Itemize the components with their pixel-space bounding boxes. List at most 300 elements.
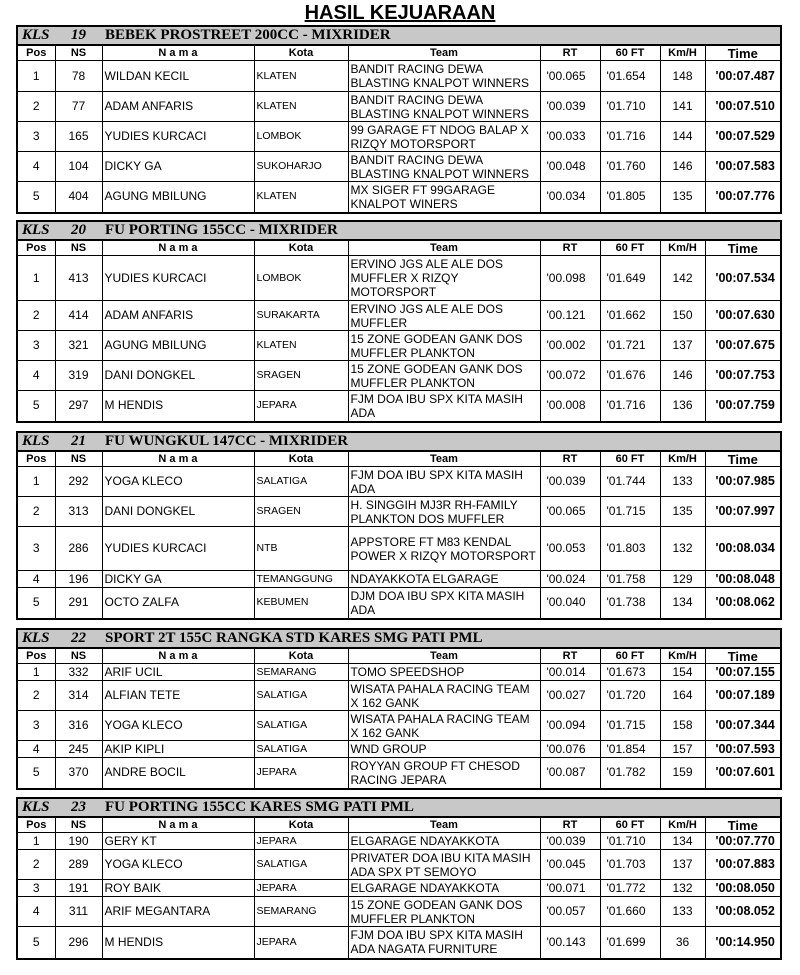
cell-ns: 370 xyxy=(55,758,102,788)
cell-sixty-ft: '01.710 xyxy=(600,833,660,850)
column-header-ns: NS xyxy=(55,452,102,467)
cell-time: '00:07.155 xyxy=(705,664,780,681)
column-header-team: Team xyxy=(348,46,540,61)
cell-kota: LOMBOK xyxy=(254,256,348,301)
cell-ns: 313 xyxy=(55,497,102,527)
class-name: FU PORTING 155CC KARES SMG PATI PML xyxy=(105,799,414,815)
cell-rt: '00.065 xyxy=(540,61,600,92)
cell-rt: '00.087 xyxy=(540,758,600,788)
cell-ns: 311 xyxy=(55,897,102,927)
cell-nama: M HENDIS xyxy=(102,391,254,421)
cell-ns: 191 xyxy=(55,880,102,897)
cell-rt: '00.143 xyxy=(540,927,600,958)
column-header-ns: NS xyxy=(55,46,102,61)
cell-nama: ADAM ANFARIS xyxy=(102,301,254,331)
table-row xyxy=(18,361,780,391)
cell-pos: 4 xyxy=(18,571,55,588)
cell-time: '00:07.776 xyxy=(705,182,780,212)
cell-nama: YUDIES KURCACI xyxy=(102,527,254,571)
class-block xyxy=(16,220,782,423)
class-number: 20 xyxy=(71,222,86,238)
class-kls-label: KLS xyxy=(22,27,50,43)
cell-team: H. SINGGIH MJ3R RH-FAMILY PLANKTON DOS MUFFLER xyxy=(348,497,540,527)
cell-rt: '00.039 xyxy=(540,833,600,850)
cell-kmh: 158 xyxy=(660,711,705,741)
cell-sixty-ft: '01.662 xyxy=(600,301,660,331)
column-header-kmh: Km/H xyxy=(660,452,705,467)
cell-team: 99 GARAGE FT NDOG BALAP X RIZQY MOTORSPORT xyxy=(348,122,540,152)
cell-time: '00:07.997 xyxy=(705,497,780,527)
column-header-pos: Pos xyxy=(18,241,55,256)
cell-sixty-ft: '01.676 xyxy=(600,361,660,391)
cell-kota: JEPARA xyxy=(254,391,348,421)
cell-pos: 4 xyxy=(18,152,55,182)
cell-rt: '00.040 xyxy=(540,588,600,618)
results-table xyxy=(18,648,780,788)
cell-rt: '00.027 xyxy=(540,681,600,711)
cell-time: '00:07.534 xyxy=(705,256,780,301)
cell-pos: 5 xyxy=(18,588,55,618)
column-header-kota: Kota xyxy=(254,46,348,61)
table-row xyxy=(18,927,780,958)
table-header-row xyxy=(18,46,780,61)
cell-pos: 5 xyxy=(18,927,55,958)
cell-sixty-ft: '01.715 xyxy=(600,497,660,527)
cell-pos: 1 xyxy=(18,256,55,301)
column-header-ns: NS xyxy=(55,241,102,256)
cell-sixty-ft: '01.660 xyxy=(600,897,660,927)
cell-pos: 3 xyxy=(18,331,55,361)
column-header-time: Time xyxy=(705,818,780,833)
cell-pos: 3 xyxy=(18,711,55,741)
cell-ns: 77 xyxy=(55,92,102,122)
cell-kota: KLATEN xyxy=(254,61,348,92)
cell-sixty-ft: '01.772 xyxy=(600,880,660,897)
cell-time: '00:07.985 xyxy=(705,467,780,497)
cell-time: '00:07.770 xyxy=(705,833,780,850)
cell-nama: AGUNG MBILUNG xyxy=(102,331,254,361)
cell-kmh: 132 xyxy=(660,880,705,897)
table-header-row xyxy=(18,241,780,256)
cell-team: BANDIT RACING DEWA BLASTING KNALPOT WINNERS xyxy=(348,92,540,122)
results-table xyxy=(18,817,780,958)
cell-sixty-ft: '01.782 xyxy=(600,758,660,788)
class-header xyxy=(18,433,780,451)
cell-kmh: 133 xyxy=(660,897,705,927)
cell-ns: 292 xyxy=(55,467,102,497)
column-header-rt: RT xyxy=(540,46,600,61)
cell-pos: 5 xyxy=(18,182,55,212)
cell-kmh: 132 xyxy=(660,527,705,571)
cell-sixty-ft: '01.720 xyxy=(600,681,660,711)
cell-pos: 4 xyxy=(18,741,55,758)
cell-nama: M HENDIS xyxy=(102,927,254,958)
cell-pos: 3 xyxy=(18,122,55,152)
column-header-sixty-ft: 60 FT xyxy=(600,649,660,664)
cell-kmh: 137 xyxy=(660,850,705,880)
cell-team: 15 ZONE GODEAN GANK DOS MUFFLER PLANKTON xyxy=(348,331,540,361)
cell-team: BANDIT RACING DEWA BLASTING KNALPOT WINNERS xyxy=(348,61,540,92)
column-header-kota: Kota xyxy=(254,452,348,467)
table-row xyxy=(18,256,780,301)
cell-sixty-ft: '01.758 xyxy=(600,571,660,588)
cell-nama: AKIP KIPLI xyxy=(102,741,254,758)
cell-sixty-ft: '01.854 xyxy=(600,741,660,758)
cell-ns: 319 xyxy=(55,361,102,391)
table-row xyxy=(18,664,780,681)
cell-kmh: 134 xyxy=(660,588,705,618)
column-header-time: Time xyxy=(705,46,780,61)
results-table xyxy=(18,45,780,212)
column-header-team: Team xyxy=(348,241,540,256)
cell-kmh: 154 xyxy=(660,664,705,681)
column-header-sixty-ft: 60 FT xyxy=(600,46,660,61)
cell-team: DJM DOA IBU SPX KITA MASIH ADA xyxy=(348,588,540,618)
cell-nama: DICKY GA xyxy=(102,571,254,588)
cell-team: FJM DOA IBU SPX KITA MASIH ADA xyxy=(348,467,540,497)
cell-sixty-ft: '01.760 xyxy=(600,152,660,182)
column-header-pos: Pos xyxy=(18,818,55,833)
class-number: 21 xyxy=(71,433,86,449)
cell-pos: 2 xyxy=(18,92,55,122)
table-row xyxy=(18,391,780,421)
cell-rt: '00.039 xyxy=(540,467,600,497)
cell-rt: '00.048 xyxy=(540,152,600,182)
cell-kmh: 135 xyxy=(660,497,705,527)
cell-ns: 316 xyxy=(55,711,102,741)
cell-time: '00:07.529 xyxy=(705,122,780,152)
class-kls-label: KLS xyxy=(22,433,50,449)
cell-nama: DANI DONGKEL xyxy=(102,361,254,391)
cell-kota: KEBUMEN xyxy=(254,588,348,618)
table-row xyxy=(18,897,780,927)
column-header-kmh: Km/H xyxy=(660,46,705,61)
cell-kmh: 137 xyxy=(660,331,705,361)
table-row xyxy=(18,301,780,331)
table-row xyxy=(18,711,780,741)
page-title: HASIL KEJUARAAN xyxy=(304,2,496,24)
class-number: 23 xyxy=(71,799,86,815)
table-header-row xyxy=(18,818,780,833)
cell-kota: SALATIGA xyxy=(254,467,348,497)
cell-ns: 245 xyxy=(55,741,102,758)
cell-team: ELGARAGE NDAYAKKOTA xyxy=(348,880,540,897)
column-header-ns: NS xyxy=(55,649,102,664)
cell-team: WISATA PAHALA RACING TEAM X 162 GANK xyxy=(348,681,540,711)
cell-kota: SURAKARTA xyxy=(254,301,348,331)
cell-ns: 286 xyxy=(55,527,102,571)
cell-kota: SALATIGA xyxy=(254,741,348,758)
cell-team: 15 ZONE GODEAN GANK DOS MUFFLER PLANKTON xyxy=(348,897,540,927)
cell-pos: 4 xyxy=(18,897,55,927)
cell-kota: SALATIGA xyxy=(254,681,348,711)
cell-team: FJM DOA IBU SPX KITA MASIH ADA xyxy=(348,391,540,421)
cell-ns: 314 xyxy=(55,681,102,711)
cell-ns: 291 xyxy=(55,588,102,618)
cell-pos: 5 xyxy=(18,391,55,421)
column-header-rt: RT xyxy=(540,818,600,833)
cell-kmh: 136 xyxy=(660,391,705,421)
cell-pos: 1 xyxy=(18,61,55,92)
cell-nama: ROY BAIK xyxy=(102,880,254,897)
cell-ns: 289 xyxy=(55,850,102,880)
table-header-row xyxy=(18,649,780,664)
cell-rt: '00.098 xyxy=(540,256,600,301)
table-row xyxy=(18,182,780,212)
cell-team: WISATA PAHALA RACING TEAM X 162 GANK xyxy=(348,711,540,741)
cell-time: '00:07.189 xyxy=(705,681,780,711)
column-header-pos: Pos xyxy=(18,649,55,664)
cell-kmh: 129 xyxy=(660,571,705,588)
column-header-kota: Kota xyxy=(254,241,348,256)
cell-ns: 321 xyxy=(55,331,102,361)
cell-kmh: 146 xyxy=(660,152,705,182)
column-header-kota: Kota xyxy=(254,649,348,664)
cell-sixty-ft: '01.721 xyxy=(600,331,660,361)
cell-sixty-ft: '01.744 xyxy=(600,467,660,497)
cell-time: '00:08.052 xyxy=(705,897,780,927)
column-header-rt: RT xyxy=(540,452,600,467)
cell-pos: 2 xyxy=(18,850,55,880)
column-header-ns: NS xyxy=(55,818,102,833)
cell-sixty-ft: '01.716 xyxy=(600,391,660,421)
cell-kota: JEPARA xyxy=(254,758,348,788)
column-header-pos: Pos xyxy=(18,452,55,467)
cell-time: '00:07.759 xyxy=(705,391,780,421)
cell-rt: '00.057 xyxy=(540,897,600,927)
cell-team: 15 ZONE GODEAN GANK DOS MUFFLER PLANKTON xyxy=(348,361,540,391)
class-name: FU WUNGKUL 147CC - MIXRIDER xyxy=(105,433,349,449)
cell-kmh: 150 xyxy=(660,301,705,331)
table-row xyxy=(18,497,780,527)
cell-nama: WILDAN KECIL xyxy=(102,61,254,92)
cell-nama: ARIF MEGANTARA xyxy=(102,897,254,927)
cell-rt: '00.045 xyxy=(540,850,600,880)
cell-team: NDAYAKKOTA ELGARAGE xyxy=(348,571,540,588)
cell-time: '00:07.601 xyxy=(705,758,780,788)
class-block xyxy=(16,797,782,960)
table-row xyxy=(18,61,780,92)
cell-kota: SEMARANG xyxy=(254,897,348,927)
cell-kota: JEPARA xyxy=(254,833,348,850)
cell-team: TOMO SPEEDSHOP xyxy=(348,664,540,681)
table-row xyxy=(18,152,780,182)
cell-nama: DICKY GA xyxy=(102,152,254,182)
cell-pos: 1 xyxy=(18,467,55,497)
cell-ns: 332 xyxy=(55,664,102,681)
cell-nama: YOGA KLECO xyxy=(102,711,254,741)
column-header-sixty-ft: 60 FT xyxy=(600,452,660,467)
cell-rt: '00.071 xyxy=(540,880,600,897)
cell-pos: 5 xyxy=(18,758,55,788)
cell-kota: SALATIGA xyxy=(254,711,348,741)
cell-ns: 404 xyxy=(55,182,102,212)
column-header-rt: RT xyxy=(540,649,600,664)
column-header-rt: RT xyxy=(540,241,600,256)
cell-kota: KLATEN xyxy=(254,92,348,122)
column-header-nama: N a m a xyxy=(102,241,254,256)
column-header-team: Team xyxy=(348,452,540,467)
column-header-time: Time xyxy=(705,241,780,256)
cell-kota: LOMBOK xyxy=(254,122,348,152)
column-header-nama: N a m a xyxy=(102,818,254,833)
cell-kmh: 135 xyxy=(660,182,705,212)
cell-kota: SALATIGA xyxy=(254,850,348,880)
column-header-kmh: Km/H xyxy=(660,649,705,664)
cell-sixty-ft: '01.649 xyxy=(600,256,660,301)
class-name: BEBEK PROSTREET 200CC - MIXRIDER xyxy=(105,27,391,43)
cell-nama: ARIF UCIL xyxy=(102,664,254,681)
cell-kmh: 36 xyxy=(660,927,705,958)
cell-time: '00:07.753 xyxy=(705,361,780,391)
column-header-nama: N a m a xyxy=(102,452,254,467)
cell-pos: 4 xyxy=(18,361,55,391)
cell-sixty-ft: '01.673 xyxy=(600,664,660,681)
cell-team: ROYYAN GROUP FT CHESOD RACING JEPARA xyxy=(348,758,540,788)
cell-rt: '00.002 xyxy=(540,331,600,361)
cell-nama: ADAM ANFARIS xyxy=(102,92,254,122)
cell-team: ELGARAGE NDAYAKKOTA xyxy=(348,833,540,850)
cell-kota: SRAGEN xyxy=(254,497,348,527)
class-header xyxy=(18,630,780,648)
column-header-team: Team xyxy=(348,818,540,833)
cell-time: '00:07.583 xyxy=(705,152,780,182)
cell-kota: JEPARA xyxy=(254,880,348,897)
cell-rt: '00.008 xyxy=(540,391,600,421)
table-row xyxy=(18,571,780,588)
cell-time: '00:08.034 xyxy=(705,527,780,571)
cell-kota: KLATEN xyxy=(254,182,348,212)
cell-rt: '00.039 xyxy=(540,92,600,122)
cell-sixty-ft: '01.803 xyxy=(600,527,660,571)
cell-ns: 78 xyxy=(55,61,102,92)
table-row xyxy=(18,850,780,880)
cell-rt: '00.076 xyxy=(540,741,600,758)
cell-kota: SRAGEN xyxy=(254,361,348,391)
cell-team: ERVINO JGS ALE ALE DOS MUFFLER X RIZQY MOTORSPORT xyxy=(348,256,540,301)
class-block xyxy=(16,25,782,214)
cell-ns: 165 xyxy=(55,122,102,152)
cell-nama: YOGA KLECO xyxy=(102,850,254,880)
table-row xyxy=(18,331,780,361)
cell-pos: 3 xyxy=(18,527,55,571)
cell-ns: 196 xyxy=(55,571,102,588)
cell-kmh: 164 xyxy=(660,681,705,711)
cell-sixty-ft: '01.654 xyxy=(600,61,660,92)
cell-sixty-ft: '01.699 xyxy=(600,927,660,958)
cell-nama: AGUNG MBILUNG xyxy=(102,182,254,212)
cell-kmh: 159 xyxy=(660,758,705,788)
cell-time: '00:14.950 xyxy=(705,927,780,958)
results-table xyxy=(18,451,780,618)
cell-kota: KLATEN xyxy=(254,331,348,361)
cell-pos: 3 xyxy=(18,880,55,897)
cell-ns: 190 xyxy=(55,833,102,850)
cell-time: '00:07.883 xyxy=(705,850,780,880)
cell-time: '00:08.050 xyxy=(705,880,780,897)
table-row xyxy=(18,880,780,897)
class-name: SPORT 2T 155C RANGKA STD KARES SMG PATI PML xyxy=(105,630,483,646)
cell-team: WND GROUP xyxy=(348,741,540,758)
cell-nama: GERY KT xyxy=(102,833,254,850)
table-header-row xyxy=(18,452,780,467)
class-kls-label: KLS xyxy=(22,799,50,815)
table-row xyxy=(18,527,780,571)
cell-nama: DANI DONGKEL xyxy=(102,497,254,527)
column-header-sixty-ft: 60 FT xyxy=(600,241,660,256)
cell-rt: '00.065 xyxy=(540,497,600,527)
cell-nama: OCTO ZALFA xyxy=(102,588,254,618)
cell-pos: 1 xyxy=(18,833,55,850)
cell-rt: '00.094 xyxy=(540,711,600,741)
column-header-nama: N a m a xyxy=(102,649,254,664)
cell-kota: SUKOHARJO xyxy=(254,152,348,182)
cell-sixty-ft: '01.738 xyxy=(600,588,660,618)
cell-nama: YOGA KLECO xyxy=(102,467,254,497)
cell-team: MX SIGER FT 99GARAGE KNALPOT WINERS xyxy=(348,182,540,212)
class-header xyxy=(18,799,780,817)
cell-rt: '00.053 xyxy=(540,527,600,571)
column-header-time: Time xyxy=(705,649,780,664)
cell-ns: 297 xyxy=(55,391,102,421)
cell-time: '00:07.344 xyxy=(705,711,780,741)
table-row xyxy=(18,758,780,788)
cell-sixty-ft: '01.710 xyxy=(600,92,660,122)
cell-nama: ANDRE BOCIL xyxy=(102,758,254,788)
cell-time: '00:07.675 xyxy=(705,331,780,361)
table-row xyxy=(18,467,780,497)
cell-rt: '00.034 xyxy=(540,182,600,212)
cell-kmh: 148 xyxy=(660,61,705,92)
cell-time: '00:07.487 xyxy=(705,61,780,92)
cell-team: BANDIT RACING DEWA BLASTING KNALPOT WINNERS xyxy=(348,152,540,182)
cell-time: '00:07.510 xyxy=(705,92,780,122)
cell-team: APPSTORE FT M83 KENDAL POWER X RIZQY MOTORSPORT xyxy=(348,527,540,571)
cell-pos: 2 xyxy=(18,681,55,711)
cell-time: '00:07.630 xyxy=(705,301,780,331)
cell-sixty-ft: '01.805 xyxy=(600,182,660,212)
cell-sixty-ft: '01.715 xyxy=(600,711,660,741)
cell-sixty-ft: '01.703 xyxy=(600,850,660,880)
cell-sixty-ft: '01.716 xyxy=(600,122,660,152)
cell-kmh: 142 xyxy=(660,256,705,301)
cell-ns: 296 xyxy=(55,927,102,958)
table-row xyxy=(18,833,780,850)
table-row xyxy=(18,741,780,758)
column-header-kota: Kota xyxy=(254,818,348,833)
cell-kota: NTB xyxy=(254,527,348,571)
cell-kmh: 133 xyxy=(660,467,705,497)
cell-time: '00:07.593 xyxy=(705,741,780,758)
class-number: 19 xyxy=(71,27,86,43)
class-header xyxy=(18,222,780,240)
cell-kmh: 141 xyxy=(660,92,705,122)
results-table xyxy=(18,240,780,421)
cell-kmh: 134 xyxy=(660,833,705,850)
class-number: 22 xyxy=(71,630,86,646)
cell-rt: '00.072 xyxy=(540,361,600,391)
class-header xyxy=(18,27,780,45)
class-kls-label: KLS xyxy=(22,222,50,238)
cell-rt: '00.014 xyxy=(540,664,600,681)
cell-pos: 2 xyxy=(18,497,55,527)
cell-team: ERVINO JGS ALE ALE DOS MUFFLER xyxy=(348,301,540,331)
class-name: FU PORTING 155CC - MIXRIDER xyxy=(105,222,338,238)
cell-team: PRIVATER DOA IBU KITA MASIH ADA SPX PT SEMOYO xyxy=(348,850,540,880)
cell-kmh: 144 xyxy=(660,122,705,152)
cell-kota: JEPARA xyxy=(254,927,348,958)
cell-pos: 1 xyxy=(18,664,55,681)
